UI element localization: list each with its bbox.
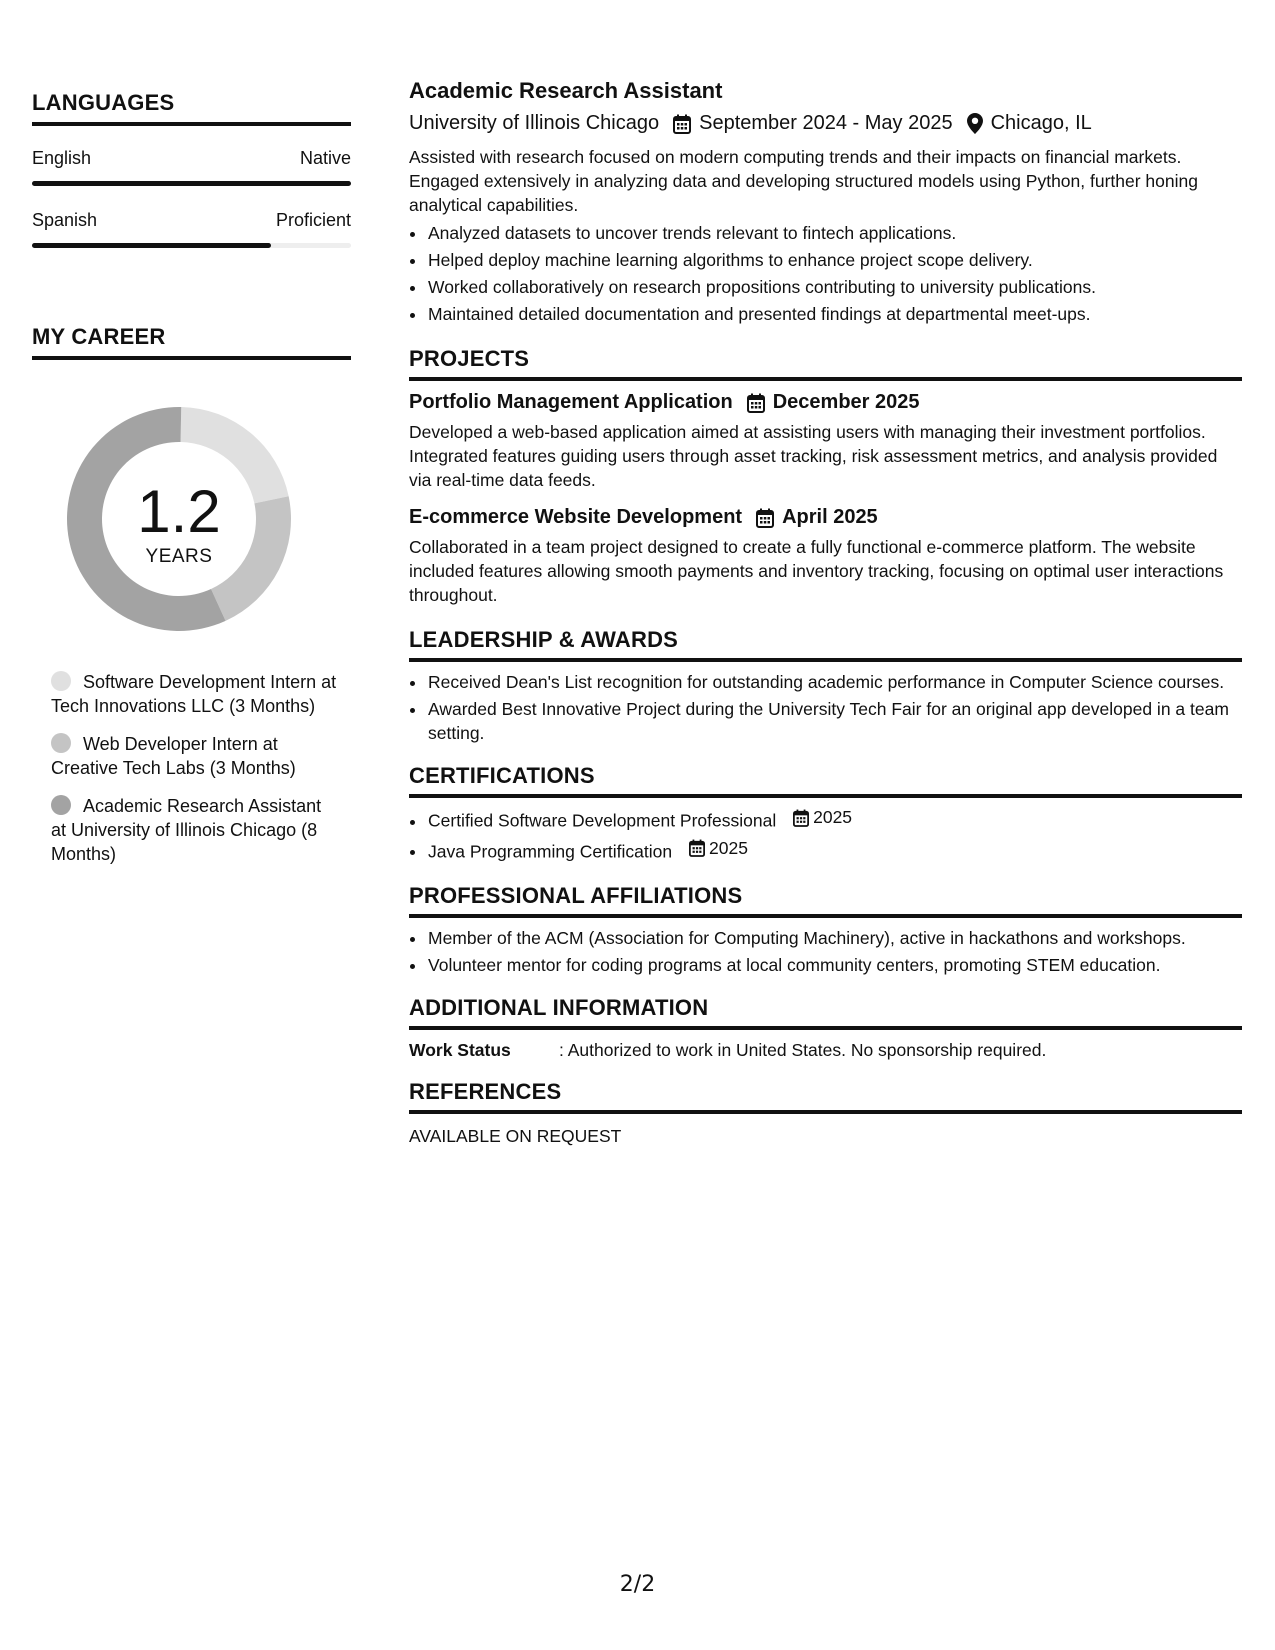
references-section [409,1079,1242,1147]
project-entry [409,391,1242,492]
work-status-value: : Authorized to work in United States. No sponsorship required. [559,1040,1047,1060]
languages-section [32,90,351,248]
certification-year: 2025 [709,837,748,858]
language-proficiency-bar [32,181,351,186]
project-entry [409,506,1242,607]
project-date: December 2025 [772,391,920,413]
project-description: Developed a web-based application aimed at assisting users with managing their investment portfolios. Integrated features guiding users through asset tracking, risk assessment metrics, and analysis provided via real-time data feeds. [409,422,1218,490]
calendar-icon [793,809,809,827]
experience-entry [409,78,1242,328]
leadership-section [409,627,1242,745]
language-level: Proficient [275,210,351,230]
job-bullet: • Helped deploy machine learning algorithms to enhance project scope delivery. [427,247,1242,274]
job-company: University of Illinois Chicago [409,112,660,134]
career-section [32,324,351,866]
affiliations-bullets [409,926,1242,977]
calendar-icon [689,839,705,857]
certification-name: Certified Software Development Professional [428,810,777,831]
job-meta [409,112,1242,135]
career-legend-item [51,670,341,718]
references-text: AVAILABLE ON REQUEST [409,1126,622,1146]
job-bullet: • Analyzed datasets to uncover trends relevant to fintech applications. [427,220,1242,247]
certifications-section [409,763,1242,865]
affiliations-section [409,883,1242,977]
additional-info-section [409,995,1242,1061]
affiliations-heading: PROFESSIONAL AFFILIATIONS [409,883,1242,918]
certification-year: 2025 [813,807,853,827]
career-legend [51,670,341,866]
calendar-icon [756,508,774,528]
language-proficiency-fill [32,181,351,186]
language-item [32,148,351,186]
language-level: Native [299,148,351,168]
right-column [409,78,1242,1147]
legend-dot [51,733,71,753]
project-date: April 2025 [782,506,878,528]
location-pin-icon [967,113,983,134]
job-title: Academic Research Assistant [409,78,723,103]
certifications-heading: CERTIFICATIONS [409,763,1242,798]
career-legend-text: Software Development Intern at Tech Innovations LLC (3 Months) [51,672,337,716]
project-description: Collaborated in a team project designed to create a fully functional e-commerce platform. The website included features allowing smooth payments and inventory tracking, focusing on optimal user interactions throughout. [409,537,1224,605]
page-number: 2/2 [619,1572,656,1597]
work-status-label: Work Status [409,1040,511,1060]
career-total-unit: YEARS [145,546,213,567]
job-bullets [409,220,1242,328]
language-name: English [32,148,92,168]
language-name: Spanish [32,210,98,230]
references-heading: REFERENCES [409,1079,1242,1114]
language-item [32,210,351,248]
affiliation-bullet: • Member of the ACM (Association for Computing Machinery), active in hackathons and workshops. [427,926,1242,950]
career-legend-item [51,794,341,866]
job-bullet: • Worked collaboratively on research propositions contributing to university publications. [427,274,1242,301]
language-proficiency-bar [32,243,351,248]
career-legend-item [51,732,341,780]
certification-item [427,835,1242,866]
certification-name: Java Programming Certification [428,841,673,861]
leadership-bullet: • Awarded Best Innovative Project during the University Tech Fair for an original app developed in a team setting. [427,697,1242,745]
calendar-icon [673,114,691,134]
work-status-row [409,1040,1242,1061]
projects-heading: PROJECTS [409,346,1242,381]
language-proficiency-fill [32,243,271,248]
project-name: E-commerce Website Development [409,506,743,528]
career-donut-chart [64,404,294,634]
calendar-icon [747,393,765,413]
certification-item [427,804,1242,835]
affiliation-bullet: • Volunteer mentor for coding programs at local community centers, promoting STEM education. [427,953,1242,977]
job-location: Chicago, IL [990,112,1092,134]
job-bullet: • Maintained detailed documentation and presented findings at departmental meet-ups. [427,301,1242,328]
career-total-years: 1.2 [137,478,221,545]
legend-dot [51,671,71,691]
leadership-bullets [409,670,1242,745]
languages-heading: LANGUAGES [32,90,351,126]
career-legend-text: Web Developer Intern at Creative Tech Labs (3 Months) [51,734,296,778]
career-legend-text: Academic Research Assistant at University of Illinois Chicago (8 Months) [51,796,322,864]
certifications-list [409,804,1242,865]
job-dates: September 2024 - May 2025 [699,112,953,134]
job-summary: Assisted with research focused on modern computing trends and their impacts on financial markets. Engaged extensively in analyzing data and developing structured models using Python, further honing analytical capabilities. [409,147,1198,215]
career-heading: MY CAREER [32,324,351,360]
leadership-heading: LEADERSHIP & AWARDS [409,627,1242,662]
additional-info-heading: ADDITIONAL INFORMATION [409,995,1242,1030]
leadership-bullet: • Received Dean's List recognition for outstanding academic performance in Computer Science courses. [427,670,1242,694]
projects-section [409,346,1242,607]
left-column [32,90,351,880]
legend-dot [51,795,71,815]
project-name: Portfolio Management Application [409,391,733,413]
